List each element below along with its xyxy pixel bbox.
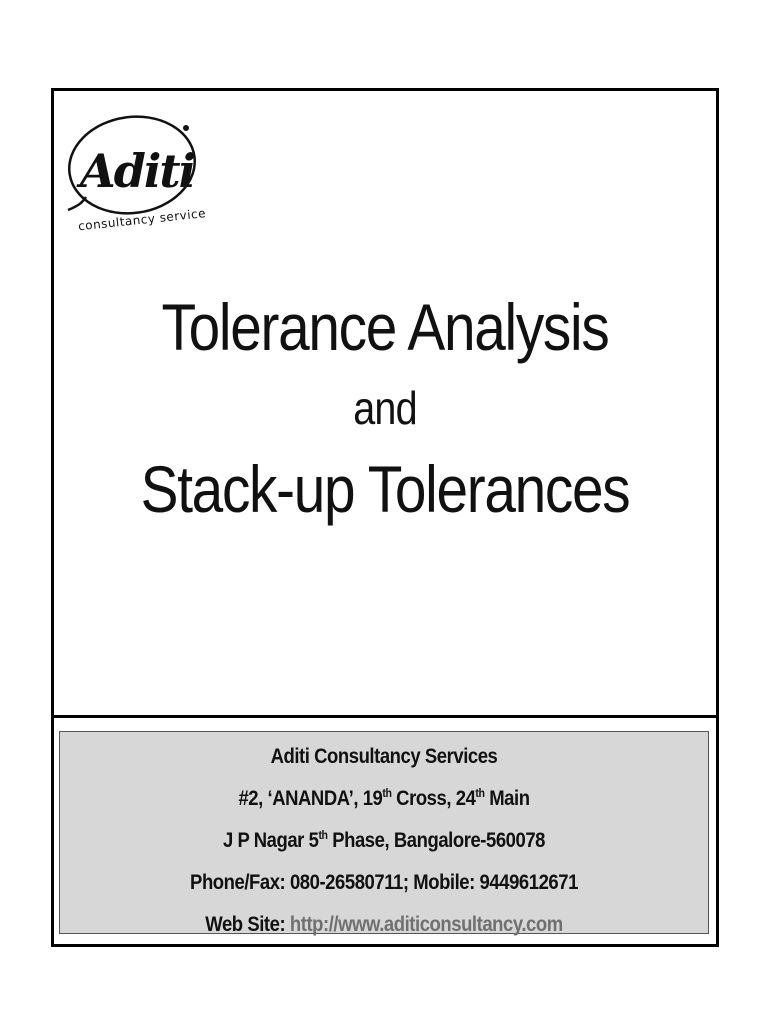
title-panel [54, 91, 716, 718]
logo-tagline-text: consultancy services [77, 205, 205, 234]
website-label: Web Site: [205, 913, 290, 936]
website-link[interactable]: http://www.aditiconsultancy.com [289, 913, 563, 936]
logo-brand-text: Aditi [80, 144, 195, 198]
title-line-2: Stack-up Tolerances [140, 452, 630, 526]
website-line [99, 904, 669, 946]
logo-mark [60, 107, 205, 237]
title-connector: and [353, 382, 417, 434]
title-line-1: Tolerance Analysis [161, 290, 609, 364]
cover-frame [51, 88, 719, 947]
address-line-2: J P Nagar 5th Phase, Bangalore-560078 [222, 828, 546, 852]
aditi-logo [60, 107, 205, 237]
contact-panel [59, 731, 709, 934]
company-name: Aditi Consultancy Services [270, 745, 498, 768]
title-block [54, 287, 716, 529]
phone-line: Phone/Fax: 080-26580711; Mobile: 9449612671 [190, 871, 578, 894]
address-line-1: #2, ‘ANANDA’, 19th Cross, 24th Main [238, 786, 530, 810]
